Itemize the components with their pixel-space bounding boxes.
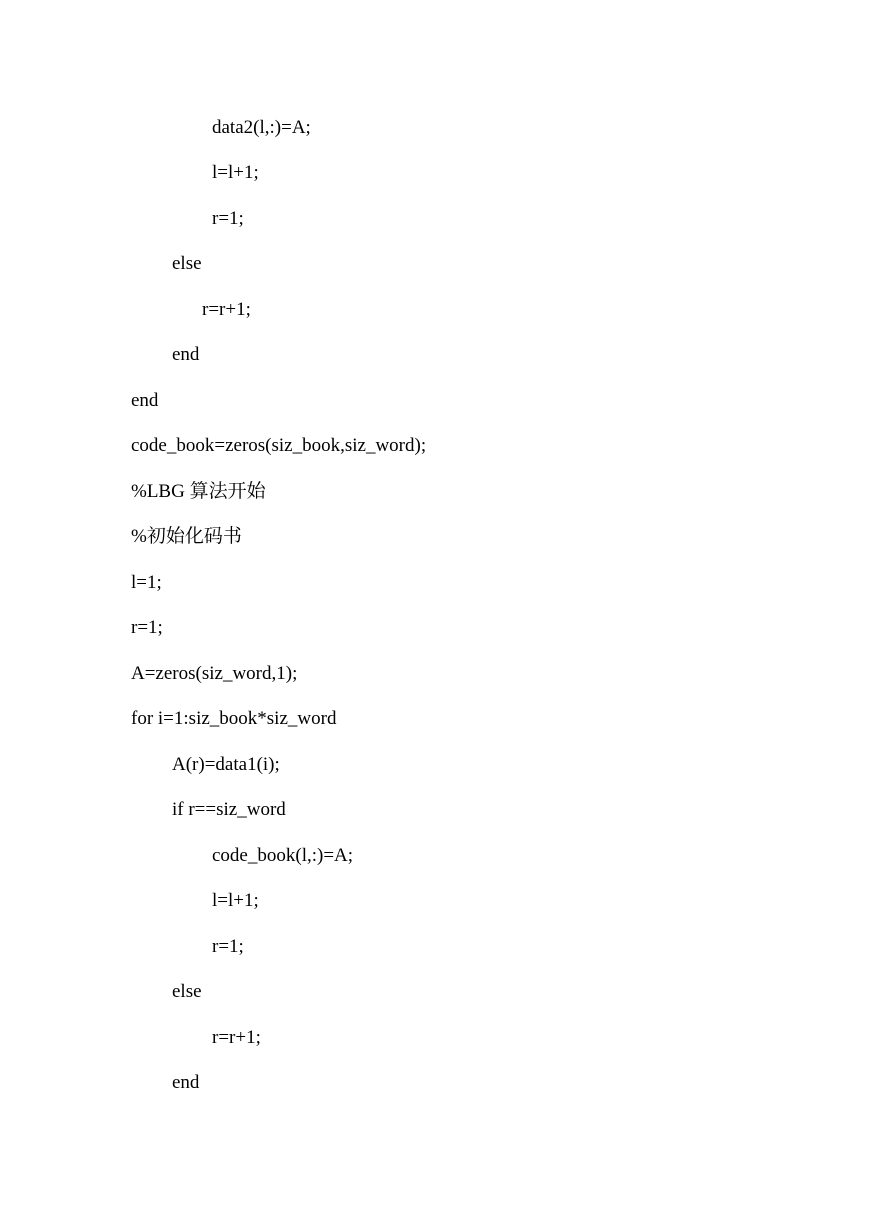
code-line: code_book(l,:)=A; (212, 845, 354, 866)
code-line: r=1; (131, 617, 163, 638)
code-line: r=r+1; (202, 299, 251, 320)
code-line: A(r)=data1(i); (172, 754, 280, 775)
code-line: l=1; (131, 572, 162, 593)
code-line: l=l+1; (212, 162, 259, 183)
code-line: r=r+1; (212, 1027, 261, 1048)
code-line: l=l+1; (212, 890, 259, 911)
code-comment: %初始化码书 (131, 526, 242, 547)
code-line: if r==siz_word (172, 799, 286, 820)
code-line: for i=1:siz_book*siz_word (131, 708, 337, 729)
code-line: A=zeros(siz_word,1); (131, 663, 298, 684)
code-comment: %LBG 算法开始 (131, 481, 266, 502)
code-line: else (172, 253, 202, 274)
code-line: else (172, 981, 202, 1002)
code-line: end (131, 390, 159, 411)
code-line: end (172, 344, 200, 365)
code-line: r=1; (212, 208, 244, 229)
code-line: r=1; (212, 936, 244, 957)
code-line: code_book=zeros(siz_book,siz_word); (131, 435, 427, 456)
code-line: data2(l,:)=A; (212, 117, 311, 138)
code-line: end (172, 1072, 200, 1093)
